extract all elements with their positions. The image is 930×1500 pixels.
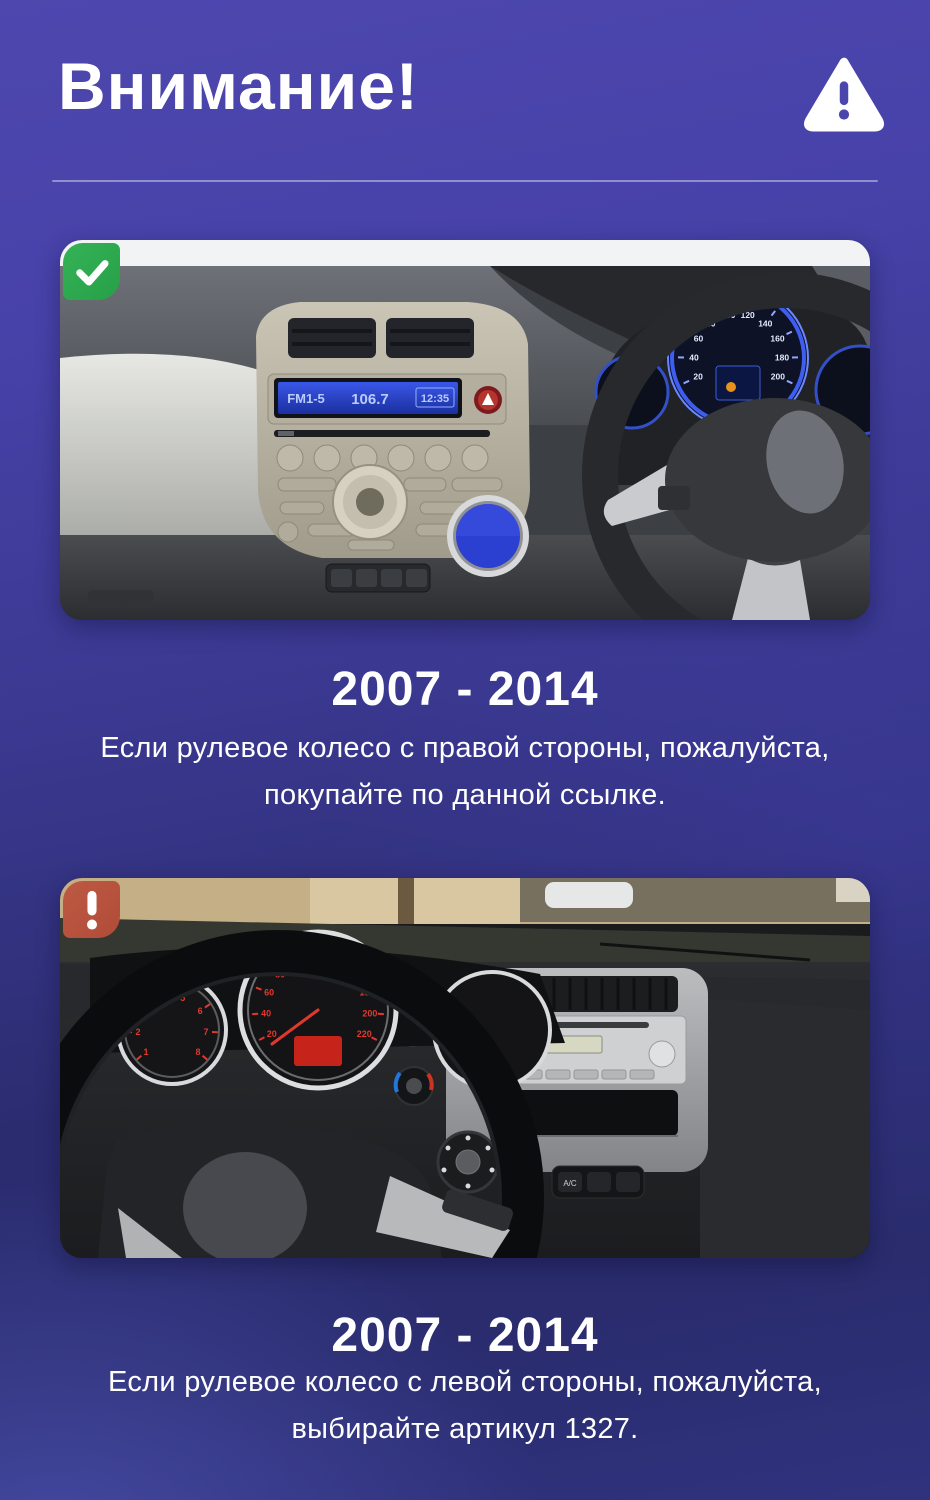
wheel-buttons xyxy=(658,486,690,510)
hazard-button xyxy=(474,386,502,414)
garage-background xyxy=(60,878,870,924)
svg-text:2: 2 xyxy=(135,1026,141,1037)
radio-frequency: 106.7 xyxy=(351,391,389,408)
svg-text:180: 180 xyxy=(774,352,790,363)
svg-text:200: 200 xyxy=(770,371,785,382)
temperature-knob xyxy=(395,1067,433,1105)
svg-text:100: 100 xyxy=(721,310,736,321)
warning-triangle-icon xyxy=(800,56,888,134)
svg-text:20: 20 xyxy=(693,371,703,382)
photo-card-rhd xyxy=(60,240,870,620)
svg-text:1: 1 xyxy=(143,1047,149,1057)
years-label-rhd: 2007 - 2014 xyxy=(331,663,599,716)
exclamation-icon xyxy=(81,890,103,930)
svg-text:80: 80 xyxy=(705,318,716,329)
check-icon xyxy=(72,254,112,290)
start-ring xyxy=(447,495,529,577)
exclamation-badge xyxy=(63,881,120,938)
tune-knob xyxy=(649,1041,675,1067)
svg-text:20: 20 xyxy=(266,1028,277,1039)
ac-button-panel xyxy=(552,1166,644,1198)
volume-select-knob xyxy=(333,465,407,539)
check-badge xyxy=(63,243,120,300)
note-rhd-line1: Если рулевое колесо с правой стороны, пожалуйста, xyxy=(100,732,830,764)
svg-text:160: 160 xyxy=(770,333,785,344)
ac-label: A/C xyxy=(563,1179,577,1188)
svg-text:40: 40 xyxy=(689,352,699,363)
svg-text:8: 8 xyxy=(195,1047,201,1057)
glovebox-area xyxy=(700,998,870,1258)
svg-text:220: 220 xyxy=(356,1028,372,1039)
svg-text:120: 120 xyxy=(740,310,755,321)
svg-text:7: 7 xyxy=(203,1026,209,1037)
svg-text:180: 180 xyxy=(359,987,375,998)
svg-text:3: 3 xyxy=(141,1006,147,1016)
svg-text:60: 60 xyxy=(264,987,275,998)
glovebox-handle xyxy=(88,590,154,603)
photo-card-lhd xyxy=(60,878,870,1258)
note-rhd-line2: покупайте по данной ссылке. xyxy=(264,779,666,811)
parked-car xyxy=(545,882,633,908)
lhd-dashboard-photo xyxy=(60,878,870,1258)
svg-text:5: 5 xyxy=(180,992,186,1003)
divider xyxy=(52,180,878,182)
svg-text:60: 60 xyxy=(693,333,704,344)
cluster-lcd xyxy=(294,1036,342,1066)
rhd-dashboard-photo xyxy=(60,240,870,620)
photo-top-strip xyxy=(60,240,870,266)
svg-text:200: 200 xyxy=(362,1008,378,1019)
years-label-lhd: 2007 - 2014 xyxy=(331,1309,599,1362)
mode-knob xyxy=(438,1132,498,1192)
cd-slot xyxy=(274,430,490,437)
note-lhd-line1: Если рулевое колесо с левой стороны, пожалуйста, xyxy=(108,1366,822,1398)
page-title: Внимание! xyxy=(58,49,419,123)
svg-text:40: 40 xyxy=(261,1008,272,1019)
svg-text:120: 120 xyxy=(310,953,326,964)
svg-text:6: 6 xyxy=(197,1006,203,1016)
radio-band: FM1-5 xyxy=(287,391,325,406)
radio-clock: 12:35 xyxy=(420,393,450,405)
svg-text:100: 100 xyxy=(289,957,305,968)
svg-text:140: 140 xyxy=(758,318,773,329)
svg-text:140: 140 xyxy=(331,957,347,968)
svg-text:160: 160 xyxy=(348,969,364,980)
note-lhd-line2: выбирайте артикул 1327. xyxy=(291,1413,639,1445)
svg-text:80: 80 xyxy=(275,969,286,980)
svg-text:4: 4 xyxy=(158,992,164,1003)
switch-panel xyxy=(326,564,430,592)
